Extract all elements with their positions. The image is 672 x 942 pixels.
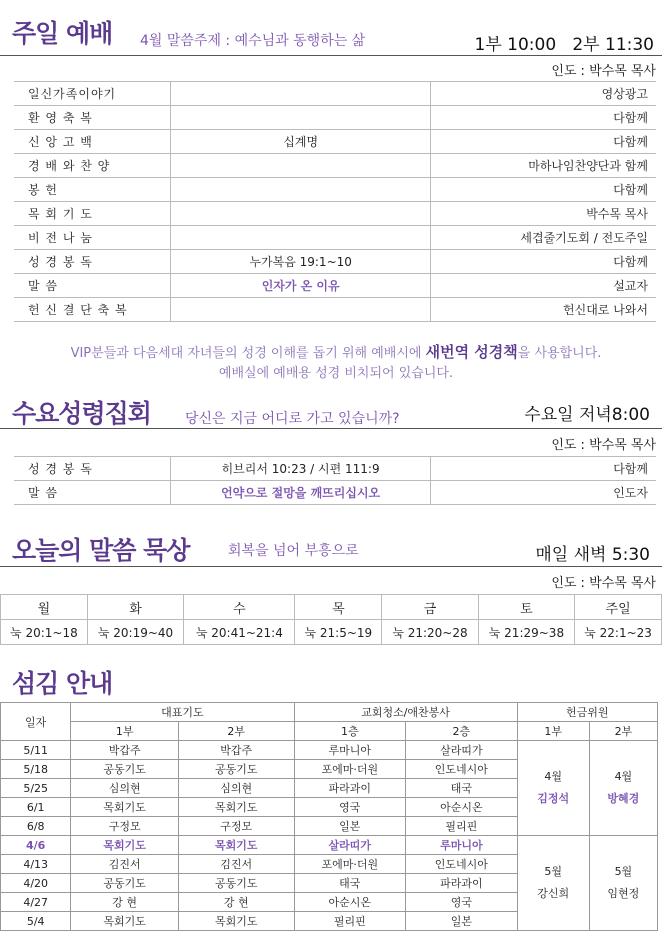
order-row [14, 457, 656, 481]
order-content: 인자가 온 이유 [171, 274, 431, 298]
date-cell: 5/4 [1, 912, 71, 931]
sunday-title: 주일 예배 [12, 19, 113, 48]
day-header: 월 [1, 595, 88, 620]
date-cell: 6/1 [1, 798, 71, 817]
clean-2f-cell: 일본 [406, 912, 518, 931]
bible-note-pre: VIP분들과 다음세대 자녀들의 성경 이해를 돕기 위해 예배시에 [70, 346, 426, 361]
bible-note-post: 을 사용합니다. [517, 346, 602, 361]
sunday-times: 1부 10:00 2부 11:30 [474, 35, 654, 55]
order-item: 환 영 축 복 [14, 106, 171, 130]
date-cell: 5/25 [1, 779, 71, 798]
date-cell: 4/13 [1, 855, 71, 874]
meditation-title: 오늘의 말씀 묵상 [12, 536, 190, 565]
clean-2f-cell: 영국 [406, 893, 518, 912]
prayer-1bu-cell: 김진서 [71, 855, 179, 874]
wednesday-theme: 당신은 지금 어디로 가고 있습니까? [185, 411, 400, 427]
bible-note [0, 341, 672, 362]
prayer-2bu-cell: 김진서 [178, 855, 294, 874]
prayer-2bu-cell: 공동기도 [178, 760, 294, 779]
prayer-2bu-cell: 강 현 [178, 893, 294, 912]
clean-2f-cell: 인도네시아 [406, 855, 518, 874]
divider [0, 566, 662, 567]
clean-1f-cell: 아순시온 [294, 893, 406, 912]
offering-committee-cell [517, 741, 589, 836]
offering-committee-cell [589, 741, 657, 836]
header-1bu: 1부 [517, 722, 589, 741]
order-content [171, 298, 431, 322]
order-who: 다함께 [431, 178, 656, 202]
service-schedule-table [0, 702, 658, 931]
meditation-theme: 회복을 넘어 부흥으로 [228, 543, 359, 559]
order-item: 성 경 봉 독 [14, 250, 171, 274]
wednesday-title: 수요성령집회 [12, 399, 151, 428]
service-title: 섬김 안내 [12, 669, 113, 698]
order-row [14, 130, 656, 154]
order-row [14, 250, 656, 274]
offering-person: 방혜경 [607, 792, 640, 805]
sunday-theme: 4월 말씀주제 : 예수님과 동행하는 삶 [140, 33, 366, 49]
meditation-time: 매일 새벽 5:30 [535, 545, 650, 565]
date-cell: 4/6 [1, 836, 71, 855]
header-1bu: 1부 [71, 722, 179, 741]
day-header: 목 [295, 595, 382, 620]
sunday-leader: 인도 : 박수목 목사 [551, 64, 656, 79]
order-content: 십계명 [171, 130, 431, 154]
reading-cell: 눅 22:1~23 [575, 620, 662, 645]
offering-month: 4월 [544, 770, 562, 783]
schedule-row [1, 741, 658, 760]
wednesday-time: 수요일 저녁8:00 [524, 405, 650, 425]
offering-committee-cell [517, 836, 589, 931]
day-header: 금 [382, 595, 478, 620]
order-content: 히브리서 10:23 / 시편 111:9 [171, 457, 430, 481]
clean-1f-cell: 포에마·더원 [294, 760, 406, 779]
wednesday-order-table [14, 456, 656, 505]
order-item: 말 씀 [14, 274, 171, 298]
date-cell: 5/18 [1, 760, 71, 779]
order-content [171, 106, 431, 130]
order-content: 언약으로 절망을 깨뜨리십시오 [171, 481, 430, 505]
offering-person: 임현정 [607, 887, 640, 900]
order-row [14, 202, 656, 226]
offering-person: 김정석 [537, 792, 570, 805]
order-item: 헌 신 결 단 축 복 [14, 298, 171, 322]
order-who: 다함께 [431, 130, 656, 154]
clean-2f-cell: 살라띠가 [406, 741, 518, 760]
bible-note-bold: 새번역 성경책 [425, 343, 518, 361]
reading-cell: 눅 21:5~19 [295, 620, 382, 645]
order-row [14, 106, 656, 130]
header-1f: 1층 [294, 722, 406, 741]
order-item: 봉 헌 [14, 178, 171, 202]
order-who: 다함께 [430, 457, 656, 481]
clean-1f-cell: 태국 [294, 874, 406, 893]
order-item: 경 배 와 찬 양 [14, 154, 171, 178]
schedule-row [1, 836, 658, 855]
order-content [171, 178, 431, 202]
offering-month: 5월 [544, 865, 562, 878]
header-offering: 헌금위원 [517, 703, 657, 722]
offering-month: 4월 [614, 770, 633, 783]
reading-cell: 눅 20:1~18 [1, 620, 88, 645]
order-item: 말 씀 [14, 481, 171, 505]
prayer-1bu-cell: 공동기도 [71, 760, 179, 779]
prayer-2bu-cell: 구정모 [178, 817, 294, 836]
order-who: 다함께 [431, 106, 656, 130]
prayer-2bu-cell: 목회기도 [178, 836, 294, 855]
divider [0, 55, 662, 56]
day-header: 토 [478, 595, 574, 620]
order-content [171, 202, 431, 226]
prayer-1bu-cell: 심의현 [71, 779, 179, 798]
prayer-1bu-cell: 목회기도 [71, 912, 179, 931]
clean-2f-cell: 인도네시아 [406, 760, 518, 779]
order-who: 다함께 [431, 250, 656, 274]
header-cleaning: 교회청소/애찬봉사 [294, 703, 517, 722]
order-who: 헌신대로 나와서 [431, 298, 656, 322]
prayer-1bu-cell: 구정모 [71, 817, 179, 836]
date-cell: 6/8 [1, 817, 71, 836]
prayer-1bu-cell: 목회기도 [71, 798, 179, 817]
order-item: 일신가족이야기 [14, 82, 171, 106]
clean-2f-cell: 태국 [406, 779, 518, 798]
reading-cell: 눅 21:29~38 [478, 620, 574, 645]
order-who: 설교자 [431, 274, 656, 298]
date-cell: 5/11 [1, 741, 71, 760]
order-who: 세겹줄기도회 / 전도주일 [431, 226, 656, 250]
order-item: 신 앙 고 백 [14, 130, 171, 154]
header-date: 일자 [1, 703, 71, 741]
prayer-1bu-cell: 목회기도 [71, 836, 179, 855]
prayer-2bu-cell: 공동기도 [178, 874, 294, 893]
reading-cell: 눅 20:19~40 [87, 620, 183, 645]
date-cell: 4/27 [1, 893, 71, 912]
order-item: 성 경 봉 독 [14, 457, 171, 481]
clean-1f-cell: 영국 [294, 798, 406, 817]
sunday-order-table [14, 81, 656, 322]
prayer-1bu-cell: 강 현 [71, 893, 179, 912]
order-item: 목 회 기 도 [14, 202, 171, 226]
clean-1f-cell: 파라과이 [294, 779, 406, 798]
bible-note-2: 예배실에 예배용 성경 비치되어 있습니다. [218, 366, 454, 381]
order-who: 마하나임찬양단과 함께 [431, 154, 656, 178]
day-header: 주일 [575, 595, 662, 620]
clean-1f-cell: 일본 [294, 817, 406, 836]
offering-month: 5월 [614, 865, 633, 878]
order-row [14, 154, 656, 178]
header-2bu: 2부 [178, 722, 294, 741]
order-row [14, 82, 656, 106]
order-row [14, 274, 656, 298]
order-who: 박수목 목사 [431, 202, 656, 226]
header-2bu: 2부 [589, 722, 657, 741]
order-content [171, 154, 431, 178]
meditation-reading-grid [0, 594, 662, 645]
order-row [14, 226, 656, 250]
clean-2f-cell: 아순시온 [406, 798, 518, 817]
order-who: 인도자 [430, 481, 656, 505]
prayer-2bu-cell: 목회기도 [178, 798, 294, 817]
clean-1f-cell: 살라띠가 [294, 836, 406, 855]
offering-committee-cell [589, 836, 657, 931]
clean-2f-cell: 파라과이 [406, 874, 518, 893]
wednesday-leader: 인도 : 박수목 목사 [551, 438, 656, 453]
clean-1f-cell: 포에마·더원 [294, 855, 406, 874]
order-row [14, 178, 656, 202]
prayer-2bu-cell: 목회기도 [178, 912, 294, 931]
order-content [171, 226, 431, 250]
header-prayer: 대표기도 [71, 703, 294, 722]
header-2f: 2층 [406, 722, 518, 741]
order-content: 누가복음 19:1~10 [171, 250, 431, 274]
prayer-1bu-cell: 박갑주 [71, 741, 179, 760]
order-row [14, 481, 656, 505]
order-row [14, 298, 656, 322]
offering-person: 강신희 [537, 887, 570, 900]
reading-cell: 눅 20:41~21:4 [184, 620, 295, 645]
order-content [171, 82, 431, 106]
clean-2f-cell: 필리핀 [406, 817, 518, 836]
reading-cell: 눅 21:20~28 [382, 620, 478, 645]
date-cell: 4/20 [1, 874, 71, 893]
prayer-1bu-cell: 공동기도 [71, 874, 179, 893]
clean-1f-cell: 루마니아 [294, 741, 406, 760]
prayer-2bu-cell: 박갑주 [178, 741, 294, 760]
day-header: 수 [184, 595, 295, 620]
order-item: 비 전 나 눔 [14, 226, 171, 250]
divider [0, 428, 662, 429]
clean-1f-cell: 필리핀 [294, 912, 406, 931]
day-header: 화 [87, 595, 183, 620]
meditation-leader: 인도 : 박수목 목사 [551, 576, 656, 591]
order-who: 영상광고 [431, 82, 656, 106]
clean-2f-cell: 루마니아 [406, 836, 518, 855]
prayer-2bu-cell: 심의현 [178, 779, 294, 798]
